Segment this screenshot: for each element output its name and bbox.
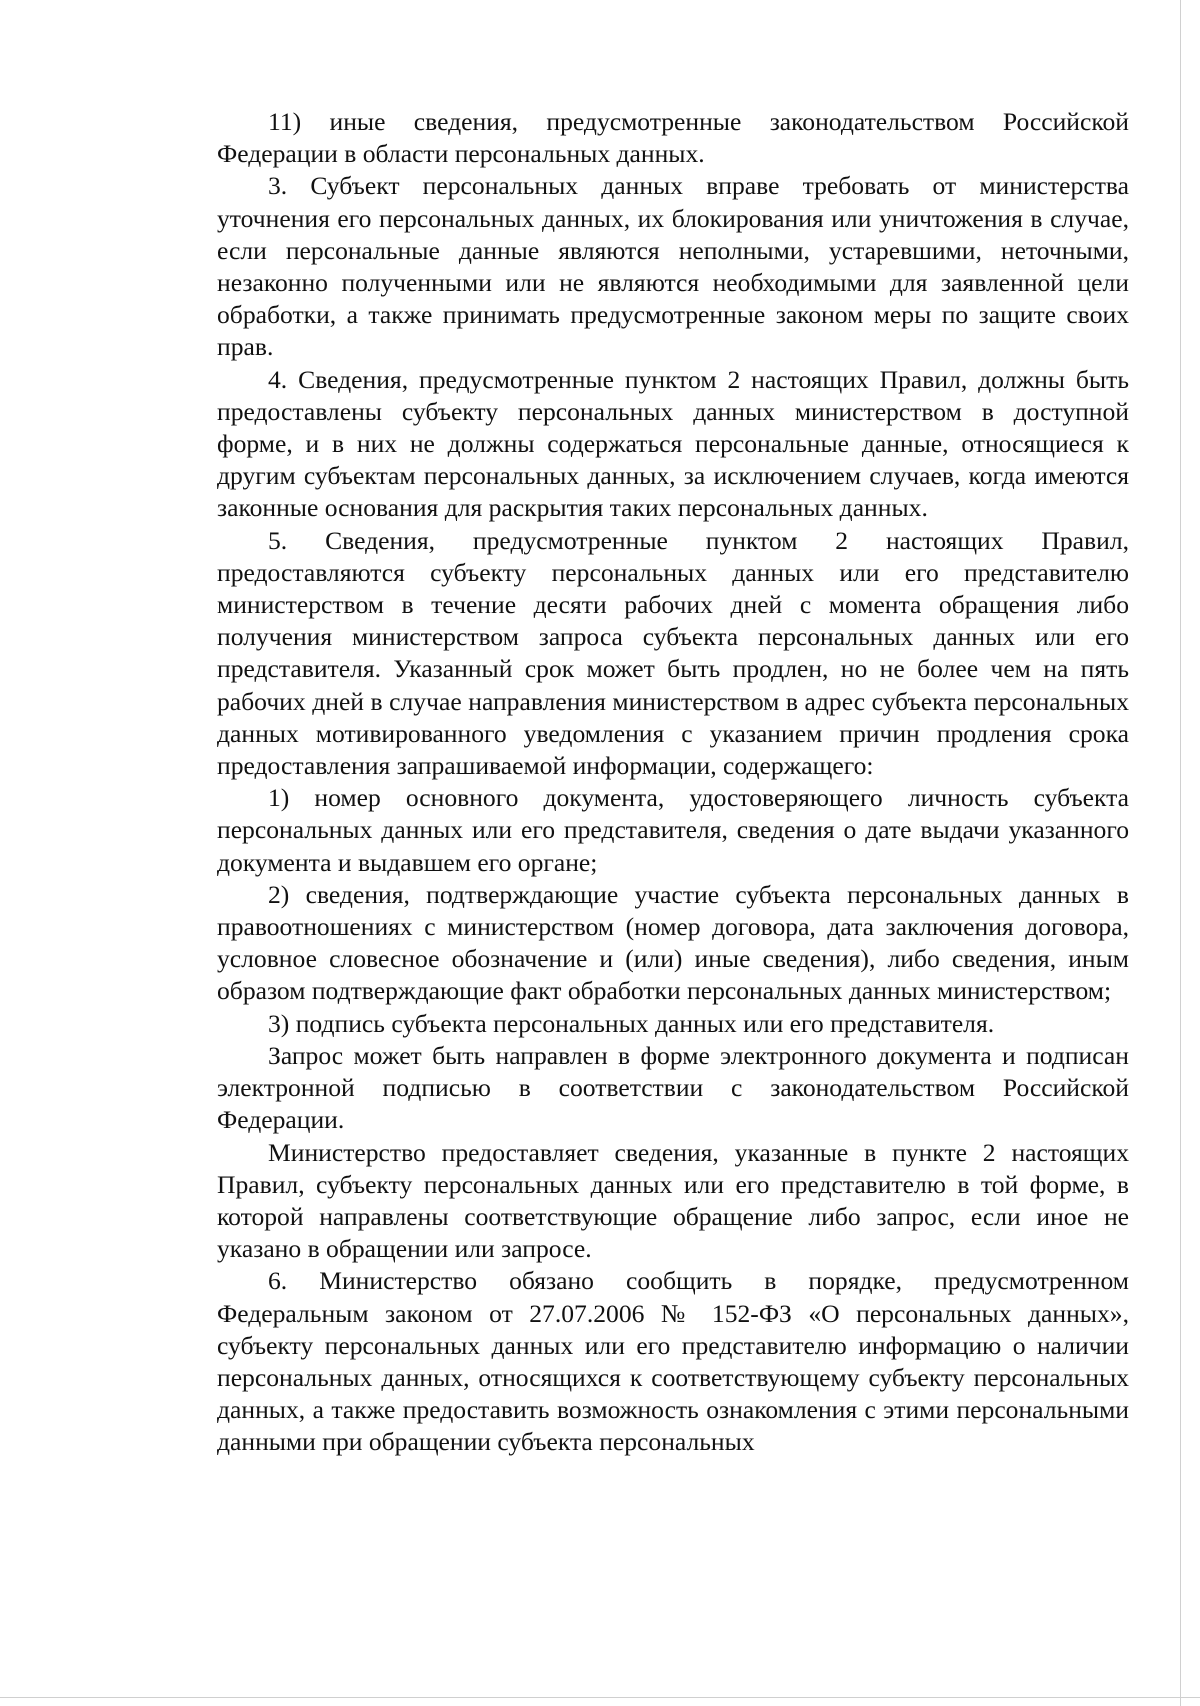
paragraph-item-4: 4. Сведения, предусмотренные пунктом 2 настоящих Правил, должны быть предоставлены субъекту персональных данных министерством в доступной форме, и в них не должны содержаться персональные данные, относящиеся к другим субъектам персональных данных, за исключением случаев, когда имеются законные основания для раскрытия таких персональных данных. (217, 364, 1129, 523)
paragraph-subitem-3: 3) подпись субъекта персональных данных или его представителя. (268, 1008, 995, 1038)
paragraph-item-6: 6. Министерство обязано сообщить в порядке, предусмотренном Федеральным законом от 27.07.2006 № 152-ФЗ «О персональных данных», субъекту персональных данных или его представителю информацию о наличии персональных данных, относящихся к соответствующему субъекту персональных данных, а также предоставить возможность ознакомления с этими персональными данными при обращении субъекта персональных (217, 1266, 1129, 1457)
page-bottom-edge (0, 1697, 1200, 1698)
paragraph-clause-11: 11) иные сведения, предусмотренные законодательством Российской Федерации в области персональных данных. (217, 107, 1129, 169)
document-body (217, 106, 1129, 1459)
paragraph-subitem-1: 1) номер основного документа, удостоверяющего личность субъекта персональных данных или его представителя, сведения о дате выдачи указанного документа и выдавшем его органе; (217, 783, 1129, 877)
paragraph-request-form: Запрос может быть направлен в форме электронного документа и подписан электронной подписью в соответствии с законодательством Российской Федерации. (217, 1040, 1129, 1135)
paragraph-item-3: 3. Субъект персональных данных вправе требовать от министерства уточнения его персональных данных, их блокирования или уничтожения в случае, если персональные данные являются неполными, устаревшими, неточными, незаконно полученными или не являются необходимыми для заявленной цели обработки, а также принимать предусмотренные законом меры по защите своих прав. (217, 171, 1129, 362)
page-edge-shadow (1180, 0, 1181, 1706)
paragraph-ministry-provides: Министерство предоставляет сведения, указанные в пункте 2 настоящих Правил, субъекту персональных данных или его представителю в той форме, в которой направлены соответствующие обращение либо запрос, если иное не указано в обращении или запросе. (217, 1137, 1129, 1264)
paragraph-subitem-2: 2) сведения, подтверждающие участие субъекта персональных данных в правоотношениях с министерством (номер договора, дата заключения договора, условное словесное обозначение и (или) иные сведения), либо сведения, иным образом подтверждающие факт обработки персональных данных министерством; (217, 879, 1129, 1006)
paragraph-item-5: 5. Сведения, предусмотренные пунктом 2 настоящих Правил, предоставляются субъекту персональных данных или его представителю министерством в течение десяти рабочих дней с момента обращения либо получения министерством запроса субъекта персональных данных или его представителя. Указанный срок может быть продлен, но не более чем на пять рабочих дней в случае направления министерством в адрес субъекта персональных данных мотивированного уведомления с указанием причин продления срока предоставления запрашиваемой информации, содержащего: (217, 525, 1129, 781)
